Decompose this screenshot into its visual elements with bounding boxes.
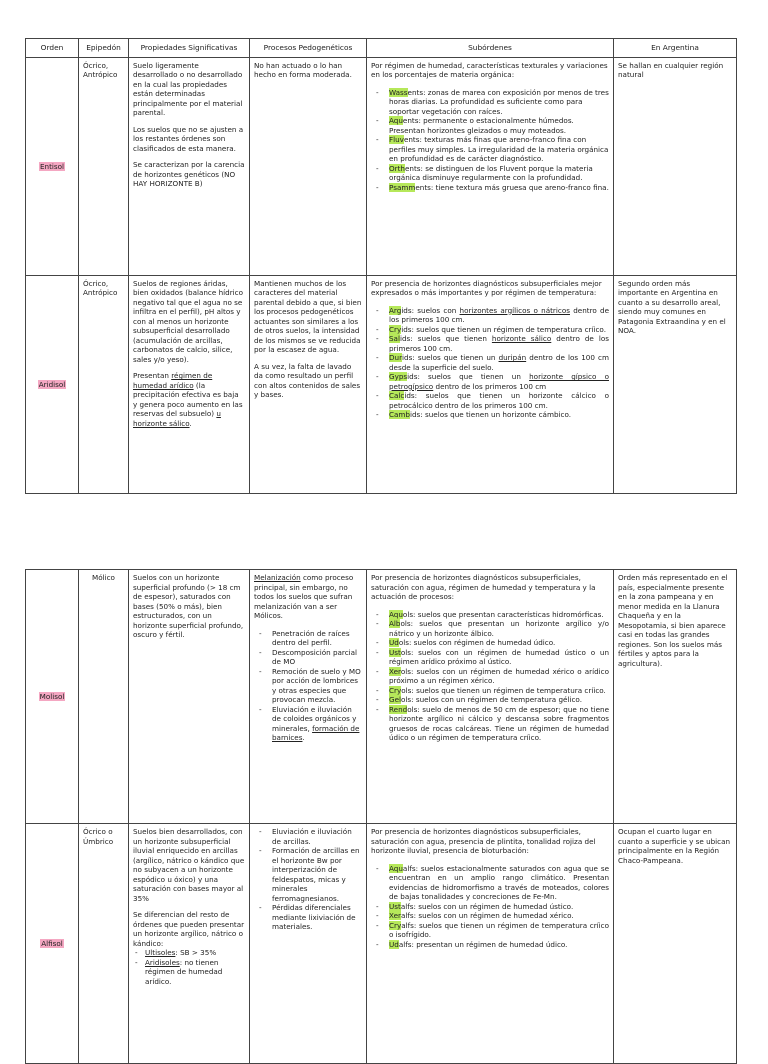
subordenes-cell xyxy=(367,824,614,1064)
suborden-text: ids: suelos que tienen un xyxy=(407,372,530,382)
suborden-text: dentro de los primeros 100 cm. xyxy=(389,334,609,353)
header-orden: Orden xyxy=(26,39,79,58)
propiedades-cell xyxy=(129,57,250,275)
header-propiedades: Propiedades Significativas xyxy=(129,39,250,58)
epipedon-text: Mólico xyxy=(92,573,115,582)
argentina-cell: Se hallan en cualquier región natural xyxy=(614,57,737,275)
suborden-underline: horizonte sálico xyxy=(491,334,552,344)
suborden-item xyxy=(389,911,609,921)
prop-span: (la precipitación efectiva es baja y genera poco aumento en las reservas del subsuelo) xyxy=(133,380,243,419)
suborden-item xyxy=(389,391,609,410)
suborden-text: ents: se distinguen de los Fluvent porque la materia orgánica disminuye regularmente con la profundidad. xyxy=(389,163,593,183)
aridisoles-link: Aridisoles xyxy=(145,957,180,967)
suborden-prefix: Dur xyxy=(389,353,403,363)
orden-cell xyxy=(26,275,79,493)
ultisoles-link: Ultisoles xyxy=(145,948,176,957)
suborden-item xyxy=(389,116,609,135)
proc-item: - Pérdidas diferenciales mediante lixiviación de materiales. xyxy=(272,903,362,932)
argentina-cell: Segundo orden más importante en Argentina en cuanto a su desarrollo areal, siendo muy comunes en Patagonia Extraandina y en el NOA. xyxy=(614,275,737,493)
suborden-prefix: Wass xyxy=(389,87,408,97)
argentina-cell: Orden más representado en el país, especialmente presente en la zona pampeana y en menor medida en la Llanura Chaqueña y en la Mesopotamia, si bien aparece casi en todas las grandes regiones. Son los suelos más fértiles y aptos para la agricultura). xyxy=(614,570,737,824)
suborden-prefix: Camb xyxy=(389,410,410,420)
prop-text: Los suelos que no se ajusten a los restantes órdenes son clasificados de esta manera. xyxy=(133,124,244,153)
suborden-prefix: Calc xyxy=(389,391,405,401)
orden-label: Molisol xyxy=(39,691,65,701)
suborden-item xyxy=(389,372,609,391)
suborden-prefix: Aqu xyxy=(389,863,403,873)
suborden-underline: horizontes argílicos o nátricos xyxy=(459,305,570,315)
suborden-underline: horizonte gípsico o petrogípsico xyxy=(389,372,609,391)
prop-span: : SB > 35% xyxy=(175,948,217,957)
header-epipedon: Epipedón xyxy=(79,39,129,58)
propiedades-cell xyxy=(129,275,250,493)
proc-text: como proceso principal, sin embargo, no todos los suelos que sufran melanización van a ser Mólicos. xyxy=(254,573,354,620)
suborden-item xyxy=(389,638,609,648)
prop-item xyxy=(145,948,245,958)
prop-span: : no tienen régimen de humedad arídico. xyxy=(145,957,223,986)
suborden-prefix: Ust xyxy=(389,901,401,911)
suborden-text: alfs: suelos que tienen un régimen de temperatura críico o isofrígido. xyxy=(389,920,609,939)
suborden-prefix: Gel xyxy=(389,695,401,704)
suborden-prefix: Aqu xyxy=(389,609,403,619)
regimen-aridico-link: régimen de humedad arídico xyxy=(133,371,213,390)
orden-label: Alfisol xyxy=(41,938,63,948)
suborden-list xyxy=(371,864,609,950)
suborden-text: ols: suelos que tienen un régimen de temperatura críico. xyxy=(401,685,606,695)
suborden-item xyxy=(389,902,609,912)
suborden-prefix: Xer xyxy=(389,666,401,676)
suborden-item xyxy=(389,705,609,743)
orden-cell xyxy=(26,57,79,275)
soil-table-1 xyxy=(25,38,737,494)
suborden-text: ents: zonas de marea con exposición por menos de tres horas diarias. La profundidad es suficiente como para soportar vegetación con raíces. xyxy=(389,87,609,116)
proc-list xyxy=(254,827,362,932)
header-subordenes: Subórdenes xyxy=(367,39,614,58)
propiedades-cell xyxy=(129,824,250,1064)
header-procesos: Procesos Pedogenéticos xyxy=(250,39,367,58)
prop-item xyxy=(145,958,245,987)
proc-item xyxy=(272,705,362,743)
suborden-item xyxy=(389,686,609,696)
suborden-text: dentro de los primeros 100 cm xyxy=(433,381,547,391)
suborden-text: ids: suelos que tienen xyxy=(399,334,492,344)
orden-cell xyxy=(26,824,79,1064)
suborden-list xyxy=(371,306,609,420)
suborden-item xyxy=(389,325,609,335)
suborden-item xyxy=(389,306,609,325)
suborden-list xyxy=(371,88,609,193)
suborden-prefix: Xer xyxy=(389,911,401,920)
suborden-item xyxy=(389,921,609,940)
suborden-item xyxy=(389,864,609,902)
subordenes-intro: Por presencia de horizontes diagnósticos subsuperficiales mejor expresados o más importantes y por régimen de temperatura: xyxy=(371,278,602,298)
suborden-item xyxy=(389,164,609,183)
suborden-text: alfs: suelos con un régimen de humedad xérico. xyxy=(400,911,574,920)
header-row xyxy=(26,39,737,58)
proc-item: - Descomposición parcial de MO xyxy=(272,648,362,667)
epipedon-cell: Ócrico, Antrópico xyxy=(79,57,129,275)
suborden-text: ids: suelos con xyxy=(401,305,460,315)
prop-text: Suelo ligeramente desarrollado o no desarrollado en la cual las propiedades están determinadas principalmente por el material parental. xyxy=(133,60,243,118)
suborden-item xyxy=(389,610,609,620)
suborden-list xyxy=(371,610,609,743)
row-entisol xyxy=(26,57,737,275)
suborden-prefix: Cry xyxy=(389,920,402,930)
epipedon-cell: Ócrico, Antrópico xyxy=(79,275,129,493)
proc-text: Eluviación e iluviación de coloides orgánicos y minerales, xyxy=(272,704,357,733)
suborden-prefix: Ud xyxy=(389,939,399,949)
suborden-prefix: Sal xyxy=(389,334,400,344)
procesos-cell: No han actuado o lo han hecho en forma moderada. xyxy=(250,57,367,275)
barnices-link: formación de barnices xyxy=(272,723,360,742)
suborden-text: ids: suelos que tienen un horizonte cálcico o petrocálcico dentro de los primeros 100 cm. xyxy=(389,391,609,410)
prop-text: Suelos de regiones áridas, bien oxidados (balance hídrico negativo tal que el agua no se infiltra en el perfil), pH altos y con al menos un horizonte subsuperficial desarrollado (acumulación de arcillas, carbonatos de calcio, silice, sales y/o yeso). xyxy=(133,278,244,364)
suborden-item xyxy=(389,667,609,686)
suborden-prefix: Arg xyxy=(389,305,402,315)
suborden-text: ents: texturas más finas que areno-franco fina con perfiles muy simples. La irregularidad de la materia orgánica en profundidad es de carácter diagnóstico. xyxy=(389,135,609,164)
suborden-item xyxy=(389,88,609,117)
suborden-text: ids: suelos que tienen un régimen de temperatura críico. xyxy=(401,324,606,334)
suborden-text: ols: suelos con un régimen de humedad xérico o arídico próximo a un régimen xérico. xyxy=(389,666,609,685)
propiedades-cell: Suelos con un horizonte superficial profundo (> 18 cm de espesor), saturados con bases (50% o más), bien estructurados, con un horizonte superficial profundo, oscuro y fértil. xyxy=(129,570,250,824)
suborden-prefix: Rend xyxy=(389,704,408,714)
suborden-text: dentro de los primeros 100 cm. xyxy=(389,305,609,325)
subordenes-intro: Por presencia de horizontes diagnósticos subsuperficiales, saturación con agua, régimen de humedad y temperatura y la actuación de procesos: xyxy=(371,573,596,601)
soil-table-2 xyxy=(25,569,737,1064)
suborden-text: ols: suelos que presentan características hidromórficas. xyxy=(402,609,604,619)
subordenes-intro: Por régimen de humedad, características texturales y variaciones en los porcentajes de materia orgánica: xyxy=(371,60,608,80)
suborden-prefix: Ust xyxy=(389,647,401,657)
suborden-item xyxy=(389,940,609,950)
proc-item: - Eluviación e iluviación de arcillas. xyxy=(272,827,362,846)
orden-cell xyxy=(26,570,79,824)
epipedon-cell: Ócrico o Úmbrico xyxy=(79,824,129,1064)
suborden-item xyxy=(389,135,609,164)
subordenes-cell xyxy=(367,57,614,275)
procesos-cell xyxy=(250,824,367,1064)
proc-item: - Remoción de suelo y MO por acción de lombrices y otras especies que provocan mezcla. xyxy=(272,667,362,705)
suborden-prefix: Cry xyxy=(389,324,402,334)
suborden-text: ids: suelos que tienen un horizonte cámbico. xyxy=(410,410,572,420)
suborden-item xyxy=(389,410,609,420)
suborden-item xyxy=(389,334,609,353)
prop-span: Presentan xyxy=(133,371,172,381)
orden-label: Entisol xyxy=(39,161,65,171)
suborden-prefix: Ud xyxy=(389,638,399,647)
prop-text: Se diferencian del resto de órdenes que pueden presentar un horizonte argílico, nátrico o kándico: xyxy=(133,910,245,948)
prop-text xyxy=(133,371,245,428)
prop-text: Suelos bien desarrollados, con un horizonte subsuperficial iluvial enriquecido en arcillas (argílico, nátrico o kándico que no subyacen a un horizonte espódico u óxico) y una saturación con bases mayor al 35% xyxy=(133,827,245,903)
row-molisol xyxy=(26,570,737,824)
prop-text: Se caracterizan por la carencia de horizontes genéticos (NO HAY HORIZONTE B) xyxy=(133,160,245,189)
prop-span: . xyxy=(189,418,192,428)
suborden-item xyxy=(389,695,609,705)
suborden-text: ols: suelos con régimen de humedad údico. xyxy=(398,638,556,647)
suborden-prefix: Alb xyxy=(389,619,401,628)
epipedon-cell xyxy=(79,570,129,824)
suborden-text: alfs: suelos con un régimen de humedad ústico. xyxy=(400,901,574,911)
suborden-item xyxy=(389,648,609,667)
prop-list xyxy=(133,948,245,986)
subordenes-cell xyxy=(367,275,614,493)
proc-text: A su vez, la falta de lavado da como resultado un perfil con altos contenidos de sales y bases. xyxy=(254,361,361,400)
proc-text: . xyxy=(302,733,305,742)
proc-intro xyxy=(254,573,362,621)
suborden-item xyxy=(389,183,609,193)
proc-text: Mantienen muchos de los caracteres del material parental debido a que, si bien los procesos pedogenéticos actuantes son similares a los de otros suelos, la intensidad de los mismos se ve reducida por la escasez de agua. xyxy=(254,278,362,355)
suborden-text: ols: suelos que presentan un horizonte argílico y/o nátrico y un horizonte álbico. xyxy=(389,619,609,638)
suborden-text: alfs: presentan un régimen de humedad údico. xyxy=(398,939,568,949)
suborden-prefix: Gyps xyxy=(389,372,408,382)
subordenes-intro: Por presencia de horizontes diagnósticos subsuperficiales, saturación con agua, presencia de plintita, tonalidad rojiza del horizonte iluvial, presencia de bioturbación: xyxy=(371,827,596,855)
suborden-prefix: Psamm xyxy=(389,182,416,192)
suborden-prefix: Cry xyxy=(389,685,402,695)
proc-item: - Penetración de raíces dentro del perfil. xyxy=(272,629,362,648)
suborden-item xyxy=(389,353,609,372)
orden-label: Aridisol xyxy=(38,379,66,389)
argentina-cell: Ocupan el cuarto lugar en cuanto a superficie y se ubican principalmente en la Región Chaco-Pampeana. xyxy=(614,824,737,1064)
melanizacion-link: Melanización xyxy=(254,573,301,582)
suborden-text: alfs: suelos estacionalmente saturados con agua que se encuentran en un amplio rango climático. Presentan evidencias de hidromorfismo a través de moteados, colores de bajas tonalidades y concreciones de Fe-Mn. xyxy=(389,863,609,901)
suborden-text: ols: suelo de menos de 50 cm de espesor; que no tiene horizonte argílico ni cálcico y descansa sobre fragmentos gruesos de rocas calcáreas. Tiene un régimen de humedad údico o un régimen de temperatura críico. xyxy=(389,704,609,742)
row-alfisol xyxy=(26,824,737,1064)
suborden-text: ols: suelos con un régimen de humedad ústico o un régimen arídico próximo al ústico. xyxy=(389,647,609,666)
procesos-cell xyxy=(250,275,367,493)
suborden-text: ols: suelos con un régimen de temperatura gélico. xyxy=(401,695,582,704)
suborden-prefix: Aqu xyxy=(389,116,403,126)
suborden-text: ents: permanente o estacionalmente húmedos. Presentan horizontes gleizados o muy moteados. xyxy=(389,116,574,135)
row-aridisol xyxy=(26,275,737,493)
suborden-text: ids: suelos que tienen un xyxy=(402,353,499,363)
header-argentina: En Argentina xyxy=(614,39,737,58)
suborden-text: dentro de los 100 cm desde la superficie del suelo. xyxy=(389,353,609,372)
suborden-prefix: Orth xyxy=(389,163,405,173)
suborden-text: ents: tiene textura más gruesa que areno-franco fina. xyxy=(415,182,609,192)
suborden-item xyxy=(389,619,609,638)
horizonte-salico-link: u horizonte sálico xyxy=(133,409,221,428)
suborden-prefix: Fluv xyxy=(389,135,404,145)
suborden-underline: duripán xyxy=(498,353,527,363)
proc-list xyxy=(254,629,362,743)
subordenes-cell xyxy=(367,570,614,824)
procesos-cell xyxy=(250,570,367,824)
proc-item: - Formación de arcillas en el horizonte Bw por interperización de feldespatos, micas y minerales ferromagnesianos. xyxy=(272,846,362,903)
